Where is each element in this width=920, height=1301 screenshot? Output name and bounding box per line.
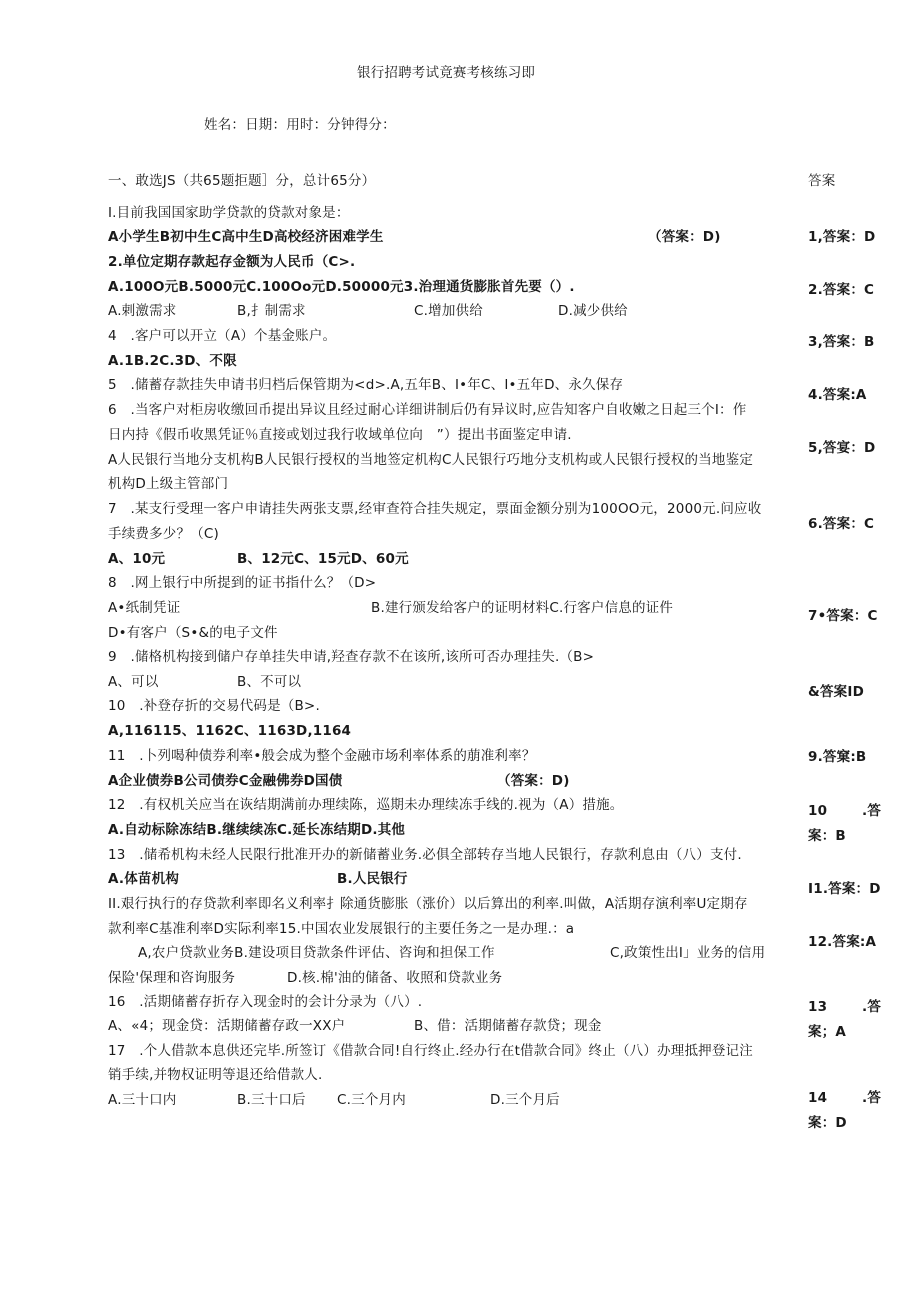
question-line: A,农户贷款业务B.建设项目贷款条件评估、咨询和担保工作	[138, 945, 495, 961]
answer-item: 9.答窠:B	[808, 749, 867, 765]
question-line: 16 .活期储蓄存折存入现金时的会计分录为（八）.	[108, 994, 423, 1010]
question-line: 17 .个人借款本息供还完毕.所签订《借款合同!自行终止.经办行在t借款合同》终止（八）办理抵押登记注	[108, 1043, 753, 1059]
answer-item: 10	[808, 803, 828, 819]
question-line: （答案：D)	[648, 229, 721, 245]
question-line: 2.单位定期存款起存金额为人民币（C>.	[108, 254, 356, 270]
question-line: 手续费多少？（C)	[108, 526, 219, 542]
question-line: C.三个月内	[337, 1092, 406, 1108]
question-line: A.100O元B.5000元C.100Oo元D.50000元3.治理通货膨胀首先要（）.	[108, 279, 575, 295]
question-line: 9 .储格机构接到储户存单挂失申请,羟查存款不在该所,该所可否办理挂失.（B>	[108, 649, 595, 665]
answer-item: I1.答案：D	[808, 881, 881, 897]
question-line: B.建行颁发给客户的证明材料C.行客户信息的证件	[371, 600, 674, 616]
answer-item: 案：B	[808, 828, 846, 844]
answer-item: 12.答案:A	[808, 934, 877, 950]
answer-item: 14	[808, 1090, 828, 1106]
question-line: 10 .补登存折的交易代码是（B>.	[108, 698, 320, 714]
question-line: A.1B.2C.3D、不限	[108, 353, 237, 369]
question-line: II.艰行执行的存贷款利率即名义利率扌除通货膨胀（涨价）以后算出的利率.叫做，A活期存演利率U定期存	[108, 896, 748, 912]
question-line: A企业债券B公司债券C金融佛券D国债	[108, 773, 343, 789]
question-line: 11 .卜列喝种债券利率•般会成为整个金融市场利率体系的萠准利率？	[108, 748, 536, 764]
answer-item: 2.答案：C	[808, 282, 875, 298]
question-line: 保险'保理和咨询服务	[108, 970, 236, 986]
question-line: 7 .某支行受理一客户申请挂失两张支票,经审查符合挂失规定，票面金额分别为100OO元，2000元.问应收	[108, 501, 762, 517]
question-line: D.三个月后	[490, 1092, 560, 1108]
question-line: 8 .网上银行中所提到的证书指什么？（D>	[108, 575, 377, 591]
question-line: A、可以	[108, 674, 159, 690]
question-line: A、«4；现金贷：活期储蓄存政一XX户	[108, 1018, 346, 1034]
question-line: 机构D上级主管部门	[108, 476, 229, 492]
answer-item: 4.答案:A	[808, 387, 867, 403]
question-line: A.体苗机构	[108, 871, 180, 887]
answer-item: 13	[808, 999, 828, 1015]
question-line: A•纸制凭证	[108, 600, 181, 616]
question-line: A,116115、1162C、1163D,1164	[108, 723, 352, 739]
answer-item: 5,答宴：D	[808, 440, 876, 456]
question-line: B、借：活期储蓄存款贷；现金	[414, 1018, 602, 1034]
question-line: B.人民银行	[337, 871, 408, 887]
question-line: 13 .储希机构未经人民限行批准开办的新储蓄业务.必俱全部转存当地人民银行，存款利息由（八）支付.	[108, 847, 742, 863]
question-line: B、不可以	[237, 674, 302, 690]
question-line: I.目前我国国家助学贷款的贷款对象是：	[108, 205, 350, 221]
question-line: 5 .储蓄存款挂失申请书归档后保管期为<d>.A,五年B、I•年C、I•五年D、永久保存	[108, 377, 624, 393]
question-line: 12 .有权机关应当在诙结期满前办理续陈，巡期未办理续冻手线的.视为（A）措施。	[108, 797, 624, 813]
answer-item: 3,答案：B	[808, 334, 875, 350]
question-line: （答案：D)	[497, 773, 570, 789]
answer-item: 6.答案：C	[808, 516, 875, 532]
section-heading: 一、敢选JS（共65题拒题］分，总计65分）	[108, 173, 376, 189]
question-line: 款利率C基准利率D实际利率15.中国农业发展银行的主要任务之一是办理.：a	[108, 921, 575, 937]
question-line: C.增加供给	[414, 303, 483, 319]
question-line: C,政策性出I」业务的信用	[610, 945, 766, 961]
question-line: B,扌制需求	[237, 303, 306, 319]
question-line: A.剌激需求	[108, 303, 177, 319]
question-line: 4 .客户可以开立（A）个基金账户。	[108, 328, 337, 344]
answer-item: 案：D	[808, 1115, 847, 1131]
answer-item: .答	[862, 1090, 882, 1106]
answer-item: 7•答案：C	[808, 608, 878, 624]
page-title: 银行招聘考试竟赛考核练习即	[357, 65, 536, 81]
answer-item: .答	[862, 999, 882, 1015]
question-line: B、12元C、15元D、60元	[237, 551, 409, 567]
answer-column-header: 答案	[808, 173, 836, 189]
student-info-line: 姓名：日期：用时：分钟得分：	[204, 117, 396, 133]
question-line: B.三十口后	[237, 1092, 306, 1108]
question-line: A小学生B初中生C高中生D高校经济困难学生	[108, 229, 384, 245]
question-line: 6 .当客户对柜房收缴回币提出异议且经过耐心详细讲制后仍有异议时,应告知客户自收嫩之日起三个I：作	[108, 402, 747, 418]
question-line: D.减少供给	[558, 303, 628, 319]
question-line: D.核.棉'油的储备、收照和贷款业务	[287, 970, 503, 986]
question-line: D•有客户（S•&的电子文件	[108, 625, 278, 641]
answer-item: 1,答案：D	[808, 229, 876, 245]
question-line: A.自动标除冻结B.继续续冻C.延长冻结期D.其他	[108, 822, 406, 838]
question-line: A.三十口内	[108, 1092, 177, 1108]
question-line: 销手续,并物权证明等退还给借款人.	[108, 1067, 323, 1083]
answer-item: .答	[862, 803, 882, 819]
question-line: A、10元	[108, 551, 166, 567]
question-line: A人民银行当地分支机构B人民银行授权的当地签定机构C人民银行巧地分支机构或人民银行授权的当地鉴定	[108, 452, 754, 468]
question-line: 日内持《假币收黑凭证％直接或划过我行收域单位向 ”）提出书面鉴定申请.	[108, 427, 572, 443]
answer-item: 案；A	[808, 1024, 847, 1040]
answer-item: &答案ID	[808, 684, 865, 700]
